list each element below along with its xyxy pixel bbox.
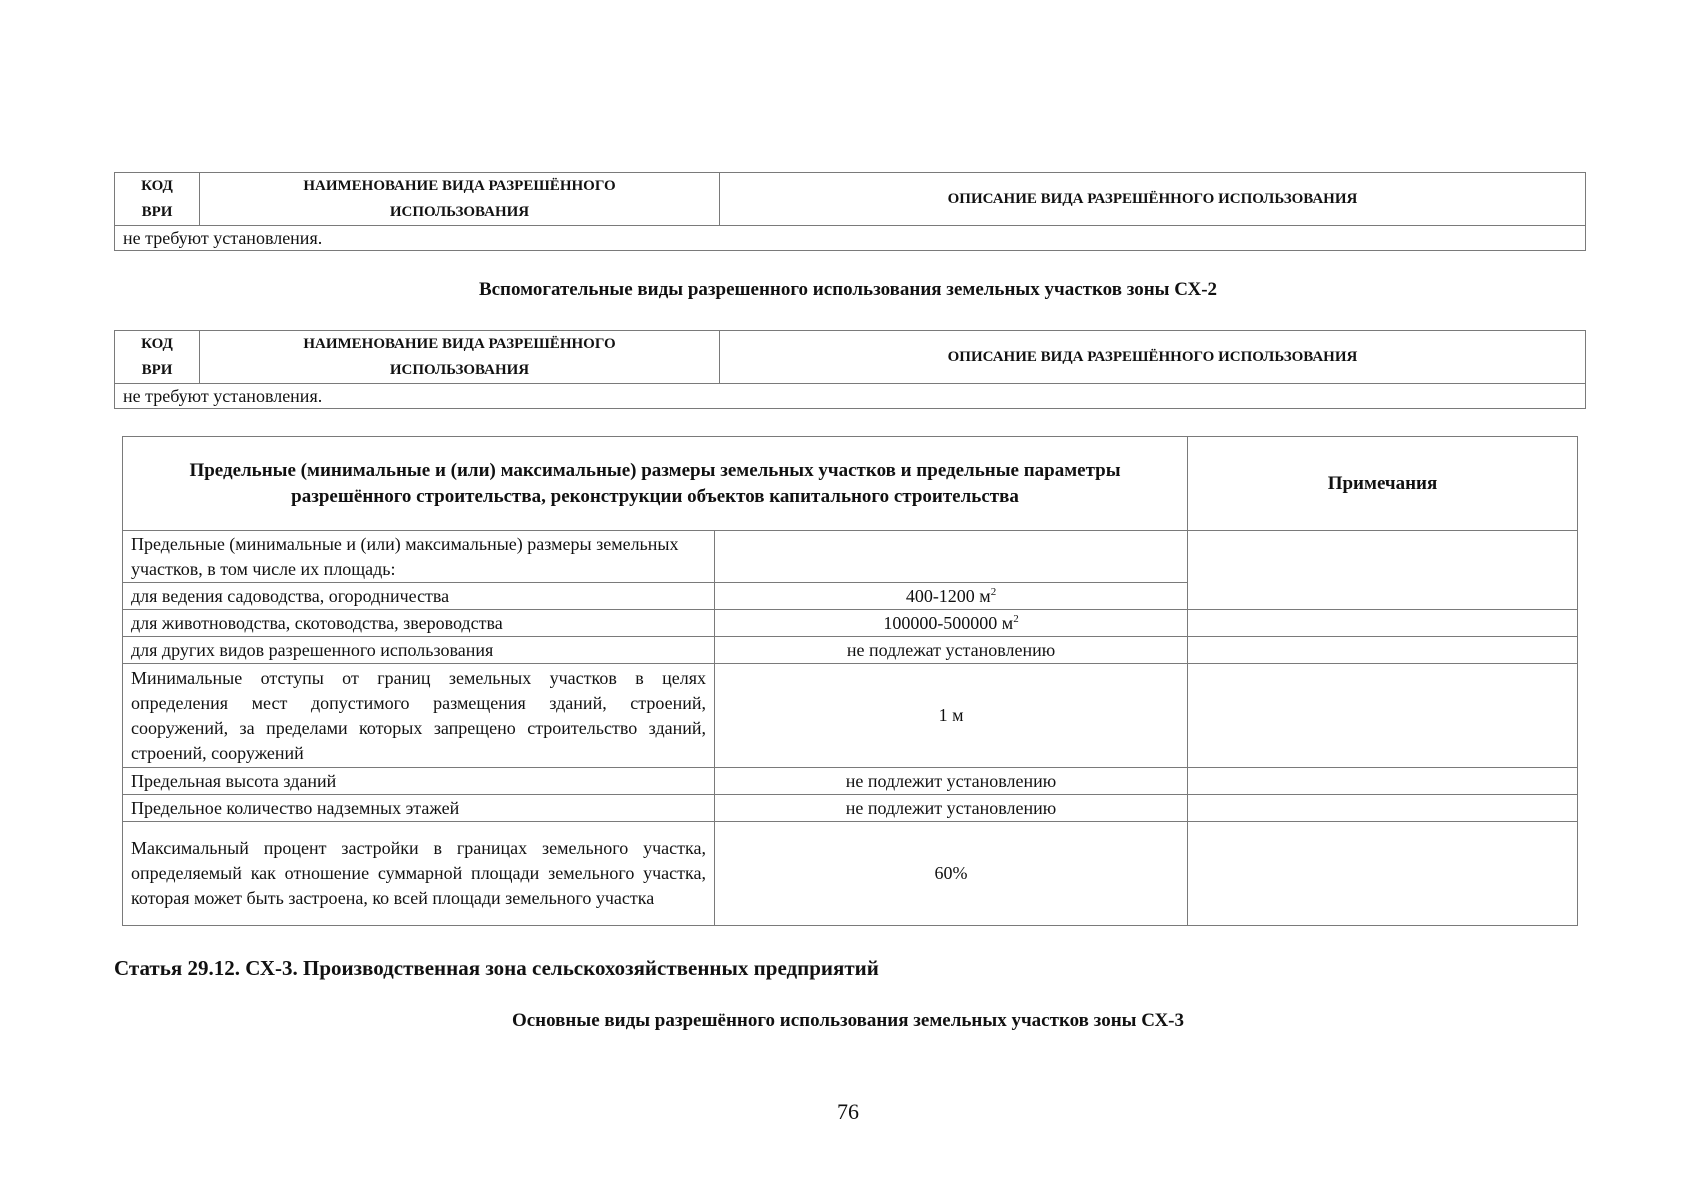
table-row [123,822,1578,926]
table-row [115,226,1586,251]
parameter-label: для других видов разрешенного использования [123,637,715,664]
main-uses-title: Основные виды разрешённого использования земельных участков зоны СХ-3 [511,1010,1185,1031]
article-heading: Статья 29.12. СХ-3. Производственная зона сельскохозяйственных предприятий [114,956,879,980]
parameter-value [715,610,1188,637]
parameter-note [1188,822,1578,926]
description-header: ОПИСАНИЕ ВИДА РАЗРЕШЁННОГО ИСПОЛЬЗОВАНИЯ [720,331,1586,384]
table-note: не требуют установления. [115,226,1586,251]
table-note: не требуют установления. [115,384,1586,409]
table-row [123,637,1578,664]
parameter-label: Предельное количество надземных этажей [123,795,715,822]
value-text: 400-1200 м [905,585,991,606]
parameter-note [1188,610,1578,637]
table-row [123,664,1578,768]
parameter-value: 1 м [715,664,1188,768]
unit-superscript: 2 [1013,612,1019,625]
parameter-value [715,531,1188,583]
parameter-label: для животноводства, скотоводства, звероводства [123,610,715,637]
table-row [123,795,1578,822]
parameter-label: Предельная высота зданий [123,768,715,795]
parameter-note [1188,531,1578,610]
parameter-note [1188,637,1578,664]
auxiliary-uses-title: Вспомогательные виды разрешенного использования земельных участков зоны СХ-2 [478,279,1218,300]
name-header: НАИМЕНОВАНИЕ ВИДА РАЗРЕШЁННОГО ИСПОЛЬЗОВАНИЯ [200,173,720,226]
parameter-value [715,583,1188,610]
table-row [123,768,1578,795]
table-row [123,610,1578,637]
parameter-label: Максимальный процент застройки в границах земельного участка, определяемый как отношение суммарной площади земельного участка, которая может быть застроена, ко всей площади земельного участка [123,822,715,926]
permitted-use-table-top [114,172,1586,251]
code-header: КОД ВРИ [115,331,200,384]
page-number: 76 [837,1099,859,1124]
parameter-value: не подлежат установлению [715,637,1188,664]
table-header-row [115,173,1586,226]
parameter-note [1188,664,1578,768]
parameter-label: для ведения садоводства, огородничества [123,583,715,610]
parameter-note [1188,795,1578,822]
parameter-label: Предельные (минимальные и (или) максимальные) размеры земельных участков, в том числе их площадь: [123,531,715,583]
parameters-table [122,436,1578,926]
table-row [115,384,1586,409]
table-header-row [115,331,1586,384]
parameter-value: не подлежит установлению [715,768,1188,795]
parameter-label: Минимальные отступы от границ земельных участков в целях определения мест допустимого размещения зданий, строений, сооружений, за пределами которых запрещено строительство зданий, строений, сооружений [123,664,715,768]
table-row [123,531,1578,583]
unit-superscript: 2 [990,585,997,598]
description-header: ОПИСАНИЕ ВИДА РАЗРЕШЁННОГО ИСПОЛЬЗОВАНИЯ [720,173,1586,226]
table-header-row [123,437,1578,531]
parameter-value: 60% [715,822,1188,926]
notes-header: Примечания [1188,437,1578,531]
code-header: КОД ВРИ [115,173,200,226]
parameter-note [1188,768,1578,795]
auxiliary-use-table [114,330,1586,409]
parameter-value: не подлежит установлению [715,795,1188,822]
parameters-header: Предельные (минимальные и (или) максимальные) размеры земельных участков и предельные параметры разрешённого строительства, реконструкции объектов капитального строительства [123,437,1188,531]
name-header: НАИМЕНОВАНИЕ ВИДА РАЗРЕШЁННОГО ИСПОЛЬЗОВАНИЯ [200,331,720,384]
value-text: 100000-500000 м [883,612,1014,633]
